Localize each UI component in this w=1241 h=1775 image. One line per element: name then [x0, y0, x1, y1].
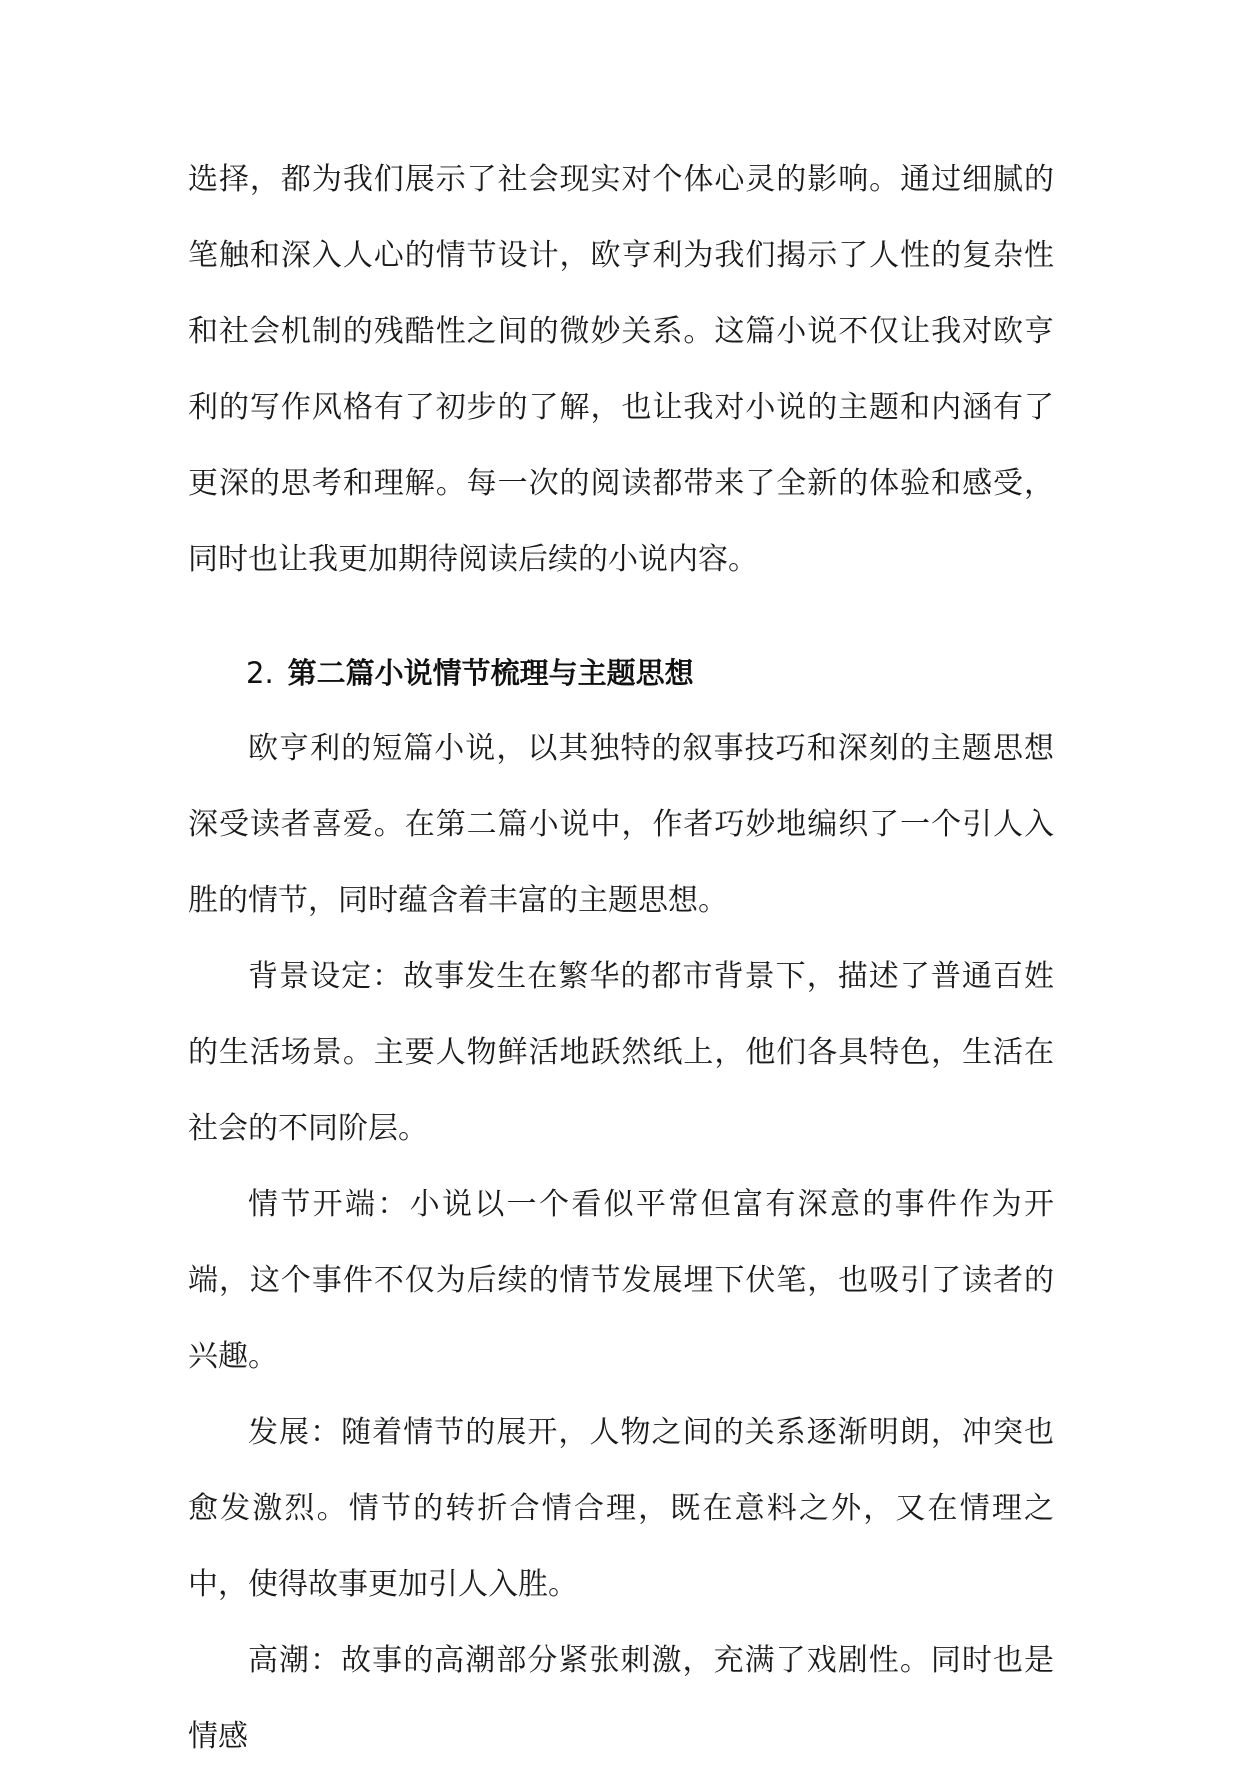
continued-paragraph: 选择，都为我们展示了社会现实对个体心灵的影响。通过细腻的笔触和深入人心的情节设计，欧亨利为我们揭示了人性的复杂性和社会机制的残酷性之间的微妙关系。这篇小说不仅让我对欧亨利的写作风格有了初步的了解，也让我对小说的主题和内涵有了更深的思考和理解。每一次的阅读都带来了全新的体验和感受，同时也让我更加期待阅读后续的小说内容。	[188, 162, 1054, 577]
document-body	[188, 142, 1054, 1775]
paragraph-development: 发展：随着情节的展开，人物之间的关系逐渐明朗，冲突也愈发激烈。情节的转折合情合理，既在意料之外，又在情理之中，使得故事更加引人入胜。	[188, 1415, 1054, 1602]
paragraph-climax: 高潮：故事的高潮部分紧张刺激，充满了戏剧性。同时也是情感	[188, 1643, 1054, 1754]
section-title: 第二篇小说情节梳理与主题思想	[287, 656, 694, 690]
paragraph-background: 背景设定：故事发生在繁华的都市背景下，描述了普通百姓的生活场景。主要人物鲜活地跃然纸上，他们各具特色，生活在社会的不同阶层。	[188, 959, 1054, 1146]
paragraph-opening: 情节开端：小说以一个看似平常但富有深意的事件作为开端，这个事件不仅为后续的情节发展埋下伏笔，也吸引了读者的兴趣。	[188, 1187, 1054, 1374]
paragraph-intro: 欧亨利的短篇小说，以其独特的叙事技巧和深刻的主题思想深受读者喜爱。在第二篇小说中，作者巧妙地编织了一个引人入胜的情节，同时蕴含着丰富的主题思想。	[188, 731, 1054, 918]
section-number: 2.	[246, 656, 274, 690]
section-heading	[188, 635, 1054, 711]
